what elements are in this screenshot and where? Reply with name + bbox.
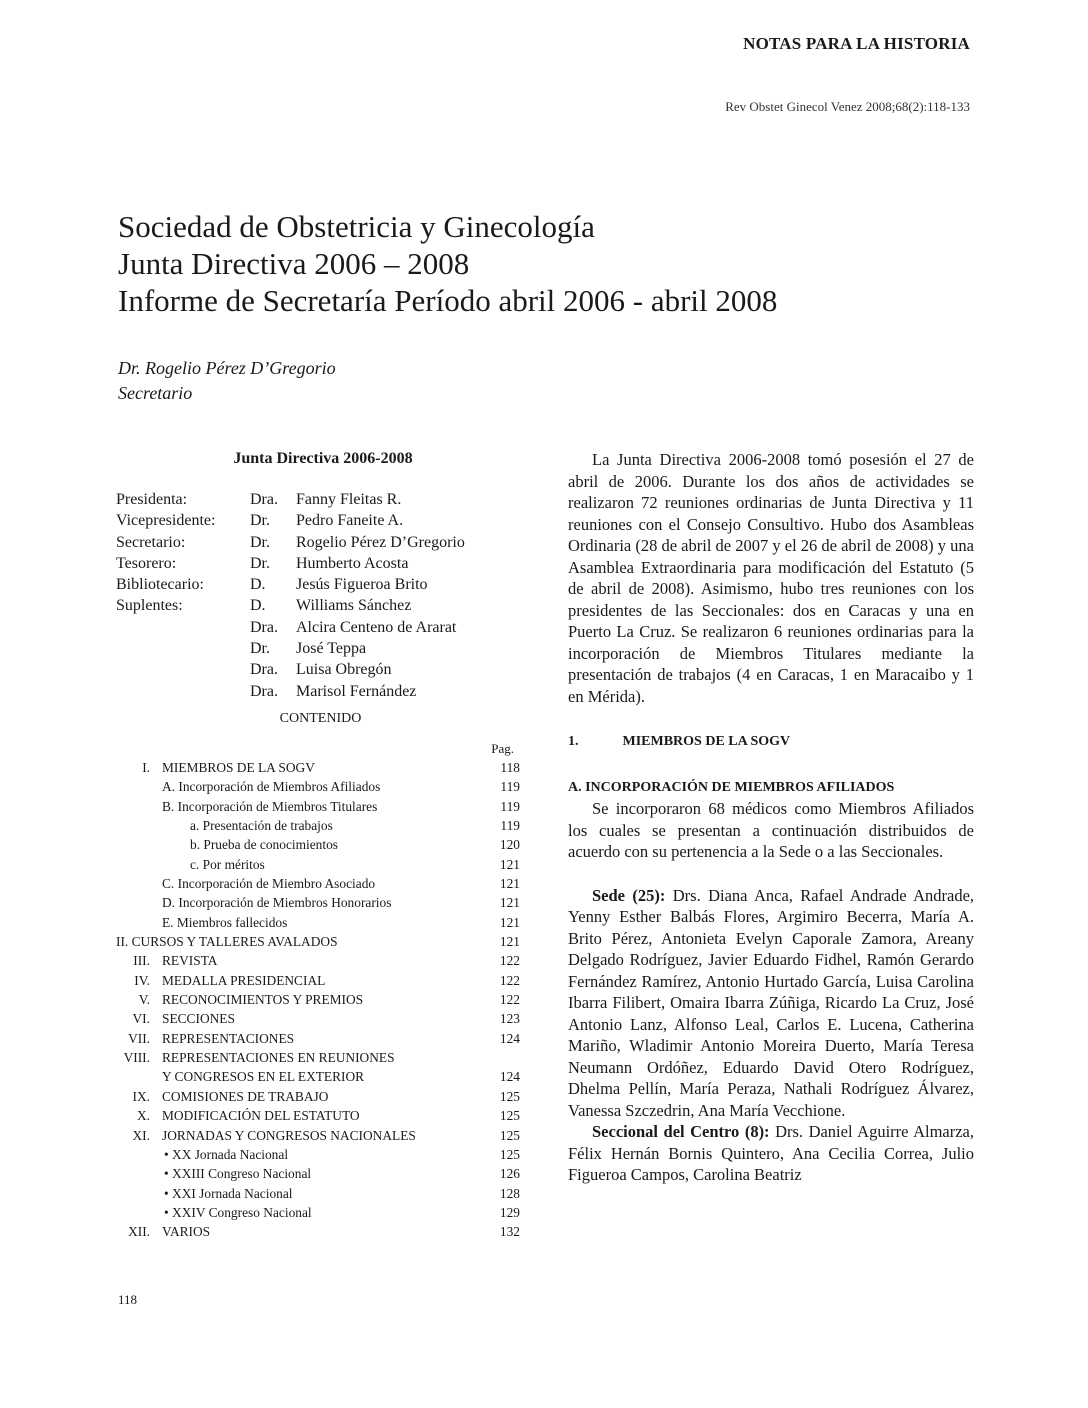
member-role: Presidenta: bbox=[116, 491, 188, 508]
toc-page-number: 122 bbox=[499, 972, 520, 988]
toc-row bbox=[116, 1128, 520, 1147]
toc-row bbox=[116, 1069, 520, 1088]
toc-roman-numeral: I. bbox=[142, 759, 150, 775]
subsection-a-heading: A. INCORPORACIÓN DE MIEMBROS AFILIADOS bbox=[568, 779, 895, 795]
toc-row bbox=[116, 1166, 520, 1185]
member-title: D. bbox=[250, 576, 266, 594]
toc-roman-numeral: III. bbox=[133, 953, 150, 969]
toc-roman-numeral: VIII. bbox=[123, 1050, 150, 1066]
member-role: Bibliotecario: bbox=[116, 576, 204, 594]
board-member-row bbox=[116, 555, 520, 576]
member-name: Marisol Fernández bbox=[296, 682, 417, 700]
toc-entry-label: D. Incorporación de Miembros Honorarios bbox=[162, 895, 392, 911]
toc-row bbox=[116, 953, 520, 972]
board-member-row bbox=[116, 512, 520, 533]
member-title: Dra. bbox=[250, 618, 278, 636]
member-name: José Teppa bbox=[296, 640, 367, 658]
toc-page-number: 125 bbox=[499, 1127, 520, 1143]
toc-entry-label: • XXIV Congreso Nacional bbox=[164, 1204, 312, 1220]
toc-row bbox=[116, 876, 520, 895]
left-column bbox=[116, 450, 520, 1244]
toc-page-number: 124 bbox=[499, 1069, 520, 1085]
member-title: Dra. bbox=[250, 661, 278, 679]
toc-row bbox=[116, 934, 520, 953]
member-title: Dr. bbox=[250, 533, 270, 551]
toc-entry-label: • XX Jornada Nacional bbox=[164, 1146, 289, 1162]
toc-row bbox=[116, 1089, 520, 1108]
toc-entry-label: II. CURSOS Y TALLERES AVALADOS bbox=[116, 934, 338, 950]
toc-entry-label: • XXI Jornada Nacional bbox=[164, 1185, 293, 1201]
toc-row bbox=[116, 818, 520, 837]
sede-paragraph bbox=[568, 885, 974, 1122]
toc-row bbox=[116, 1147, 520, 1166]
toc-list bbox=[116, 760, 520, 1244]
author-role: Secretario bbox=[118, 383, 193, 403]
toc-roman-numeral: IX. bbox=[132, 1088, 150, 1104]
toc-page-number: 123 bbox=[499, 1011, 520, 1027]
toc-row bbox=[116, 857, 520, 876]
board-member-row bbox=[116, 661, 520, 682]
toc-row bbox=[116, 1224, 520, 1243]
toc-page-number: 121 bbox=[499, 934, 520, 950]
member-title: Dr. bbox=[250, 554, 270, 572]
toc-entry-label: JORNADAS Y CONGRESOS NACIONALES bbox=[162, 1127, 416, 1143]
title-line-3: Informe de Secretaría Período abril 2006 - abril 2008 bbox=[118, 283, 778, 318]
toc-entry-label: E. Miembros fallecidos bbox=[162, 914, 288, 930]
toc-roman-numeral: VI. bbox=[132, 1011, 150, 1027]
toc-row bbox=[116, 779, 520, 798]
page-number: 118 bbox=[118, 1292, 138, 1307]
toc-page-number: 128 bbox=[499, 1185, 520, 1201]
toc-entry-label: COMISIONES DE TRABAJO bbox=[162, 1088, 329, 1104]
board-member-row bbox=[116, 640, 520, 661]
toc-page-number: 129 bbox=[499, 1204, 520, 1220]
toc-entry-label: B. Incorporación de Miembros Titulares bbox=[162, 798, 378, 814]
section-1-heading bbox=[568, 731, 974, 753]
toc-roman-numeral: XI. bbox=[132, 1127, 150, 1143]
toc-page-number: 118 bbox=[500, 759, 520, 775]
toc-entry-label: SECCIONES bbox=[162, 1011, 235, 1027]
member-name: Luisa Obregón bbox=[296, 661, 392, 679]
board-member-row bbox=[116, 534, 520, 555]
toc-row bbox=[116, 895, 520, 914]
toc-page-number: 122 bbox=[499, 992, 520, 1008]
toc-row bbox=[116, 1050, 520, 1069]
toc-roman-numeral: XII. bbox=[128, 1224, 150, 1240]
toc-page-number: 125 bbox=[499, 1088, 520, 1104]
toc-row bbox=[116, 1011, 520, 1030]
toc-page-number: 126 bbox=[499, 1166, 520, 1182]
member-name: Humberto Acosta bbox=[296, 554, 409, 572]
member-name: Alcira Centeno de Ararat bbox=[296, 618, 457, 636]
toc-entry-label: Y CONGRESOS EN EL EXTERIOR bbox=[162, 1069, 365, 1085]
toc-page-number: 125 bbox=[499, 1146, 520, 1162]
board-member-row bbox=[116, 619, 520, 640]
toc-page-number: 122 bbox=[499, 953, 520, 969]
toc-page-number: 121 bbox=[499, 876, 520, 892]
board-heading: Junta Directiva 2006-2008 bbox=[233, 450, 413, 467]
toc-row bbox=[116, 915, 520, 934]
member-title: Dra. bbox=[250, 682, 278, 700]
section-label: NOTAS PARA LA HISTORIA bbox=[743, 34, 970, 53]
member-title: Dra. bbox=[250, 491, 278, 508]
member-name: Williams Sánchez bbox=[296, 597, 412, 615]
centro-paragraph bbox=[568, 1121, 974, 1186]
sede-label: Sede (25): bbox=[592, 885, 666, 905]
toc-page-number: 125 bbox=[499, 1108, 520, 1124]
board-member-row bbox=[116, 491, 520, 512]
toc-entry-label: REPRESENTACIONES bbox=[162, 1030, 295, 1046]
toc-entry-label: a. Presentación de trabajos bbox=[190, 818, 333, 833]
toc-page-number: 121 bbox=[499, 914, 520, 930]
toc-entry-label: C. Incorporación de Miembro Asociado bbox=[162, 876, 376, 892]
toc-page-number: 119 bbox=[500, 798, 520, 814]
right-column bbox=[568, 449, 974, 1186]
toc-roman-numeral: X. bbox=[136, 1108, 150, 1124]
journal-citation: Rev Obstet Ginecol Venez 2008;68(2):118-133 bbox=[725, 99, 970, 114]
title-line-2: Junta Directiva 2006 – 2008 bbox=[118, 246, 470, 281]
toc-heading: CONTENIDO bbox=[279, 710, 362, 726]
toc-entry-label: b. Prueba de conocimientos bbox=[190, 837, 339, 853]
toc-page-number: 119 bbox=[500, 818, 520, 833]
toc-page-number: 132 bbox=[499, 1224, 520, 1240]
section-1-number: 1. bbox=[568, 734, 579, 749]
centro-text: Drs. Daniel Aguirre Almarza, Félix Hernán Bornis Quintero, Ana Cecilia Correa, Julio Figueroa Campos, Carolina Beatriz bbox=[568, 1122, 975, 1184]
toc-roman-numeral: IV. bbox=[134, 972, 150, 988]
afiliados-paragraph: Se incorporaron 68 médicos como Miembros Afiliados los cuales se presentan a continuación distribuidos de acuerdo con su pertenencia a la Sede o a las Seccionales. bbox=[568, 799, 974, 861]
toc-row bbox=[116, 799, 520, 818]
member-name: Jesús Figueroa Brito bbox=[296, 576, 428, 594]
author-block bbox=[118, 356, 336, 406]
toc-row bbox=[116, 760, 520, 779]
toc-roman-numeral: V. bbox=[138, 992, 150, 1008]
board-member-row bbox=[116, 597, 520, 618]
toc-page-number: 120 bbox=[499, 837, 520, 853]
toc-row bbox=[116, 1205, 520, 1224]
member-title: Dr. bbox=[250, 512, 270, 530]
sede-text: Drs. Diana Anca, Rafael Andrade Andrade, Yenny Esther Balbás Flores, Argimiro Becerra, María A. Brito Pérez, Antonieta Evelyn Caporale Zamora, Areany Delgado Rodríguez, Javier Eduardo Fidhel, Ramón Gerardo Fernández Ramírez, Antonio Hurtado García, Luisa Carolina Ibarra Filibert, Omaira Ibarra Zúñiga, Ricardo La Cruz, José Antonio Lanz, Alfonso Leal, Carlos E. Lucena, Catherina Mariño, Wladimir Antonio Moreira Duerto, María Teresa Neumann Ordóñez, Eduardo David Otero Rodríguez, Dhelma Pellín, María Peraza, Nathali Rodríguez Álvarez, Vanessa Szczedrin, Ana María Vecchione. bbox=[568, 885, 975, 1120]
toc-entry-label: c. Por méritos bbox=[190, 856, 265, 872]
toc-row bbox=[116, 973, 520, 992]
toc-entry-label: MODIFICACIÓN DEL ESTATUTO bbox=[162, 1108, 360, 1124]
toc-entry-label: A. Incorporación de Miembros Afiliados bbox=[162, 779, 381, 795]
member-name: Rogelio Pérez D’Gregorio bbox=[296, 533, 465, 551]
board-member-row bbox=[116, 576, 520, 597]
author-name: Dr. Rogelio Pérez D’Gregorio bbox=[118, 358, 336, 378]
toc-entry-label: • XXIII Congreso Nacional bbox=[164, 1166, 312, 1182]
board-list bbox=[116, 491, 520, 704]
article-title bbox=[118, 208, 978, 319]
member-name: Pedro Faneite A. bbox=[296, 512, 404, 530]
toc-entry-label: REPRESENTACIONES EN REUNIONES bbox=[162, 1050, 395, 1066]
member-title: Dr. bbox=[250, 640, 270, 658]
title-line-1: Sociedad de Obstetricia y Ginecología bbox=[118, 209, 595, 244]
board-member-row bbox=[116, 683, 520, 704]
toc-entry-label: VARIOS bbox=[162, 1224, 211, 1240]
toc-row bbox=[116, 1031, 520, 1050]
toc-row bbox=[116, 1186, 520, 1205]
section-1-title: MIEMBROS DE LA SOGV bbox=[622, 734, 791, 749]
intro-paragraph: La Junta Directiva 2006-2008 tomó posesión el 27 de abril de 2006. Durante los dos años de actividades se realizaron 72 reuniones ordinarias de Junta Directiva y 11 reuniones con el Consejo Consultivo. Hubo dos Asambleas Ordinaria (28 de abril de 2007 y el 26 de abril de 2008) y una Asamblea Extraordinaria para modificación del Estatuto (5 de abril de 2008). Asimismo, hubo tres reuniones con los presidentes de las Seccionales: dos en Caracas y una en Puerto La Cruz. Se realizaron 6 reuniones ordinarias para la incorporación de Miembros Titulares mediante la presentación de trabajos (4 en Caracas, 1 en Maracaibo y 1 en Mérida). bbox=[568, 450, 974, 706]
toc-page-number: 124 bbox=[499, 1030, 520, 1046]
toc-entry-label: MEDALLA PRESIDENCIAL bbox=[162, 972, 326, 988]
toc-row bbox=[116, 837, 520, 856]
toc-entry-label: RECONOCIMIENTOS Y PREMIOS bbox=[162, 992, 364, 1008]
toc-page-number: 121 bbox=[499, 856, 520, 872]
toc-entry-label: REVISTA bbox=[162, 953, 218, 969]
centro-label: Seccional del Centro (8): bbox=[592, 1122, 770, 1141]
toc-entry-label: MIEMBROS DE LA SOGV bbox=[162, 759, 315, 775]
toc-roman-numeral: VII. bbox=[128, 1030, 150, 1046]
toc-page-number: 119 bbox=[500, 779, 520, 795]
member-role: Tesorero: bbox=[116, 554, 177, 572]
member-name: Fanny Fleitas R. bbox=[296, 491, 402, 508]
toc-page-label: Pag. bbox=[491, 740, 514, 756]
member-role: Vicepresidente: bbox=[116, 512, 216, 530]
member-role: Secretario: bbox=[116, 533, 186, 551]
member-title: D. bbox=[250, 597, 266, 615]
toc-row bbox=[116, 992, 520, 1011]
toc-row bbox=[116, 1108, 520, 1127]
toc-page-number: 121 bbox=[499, 895, 520, 911]
member-role: Suplentes: bbox=[116, 597, 183, 615]
